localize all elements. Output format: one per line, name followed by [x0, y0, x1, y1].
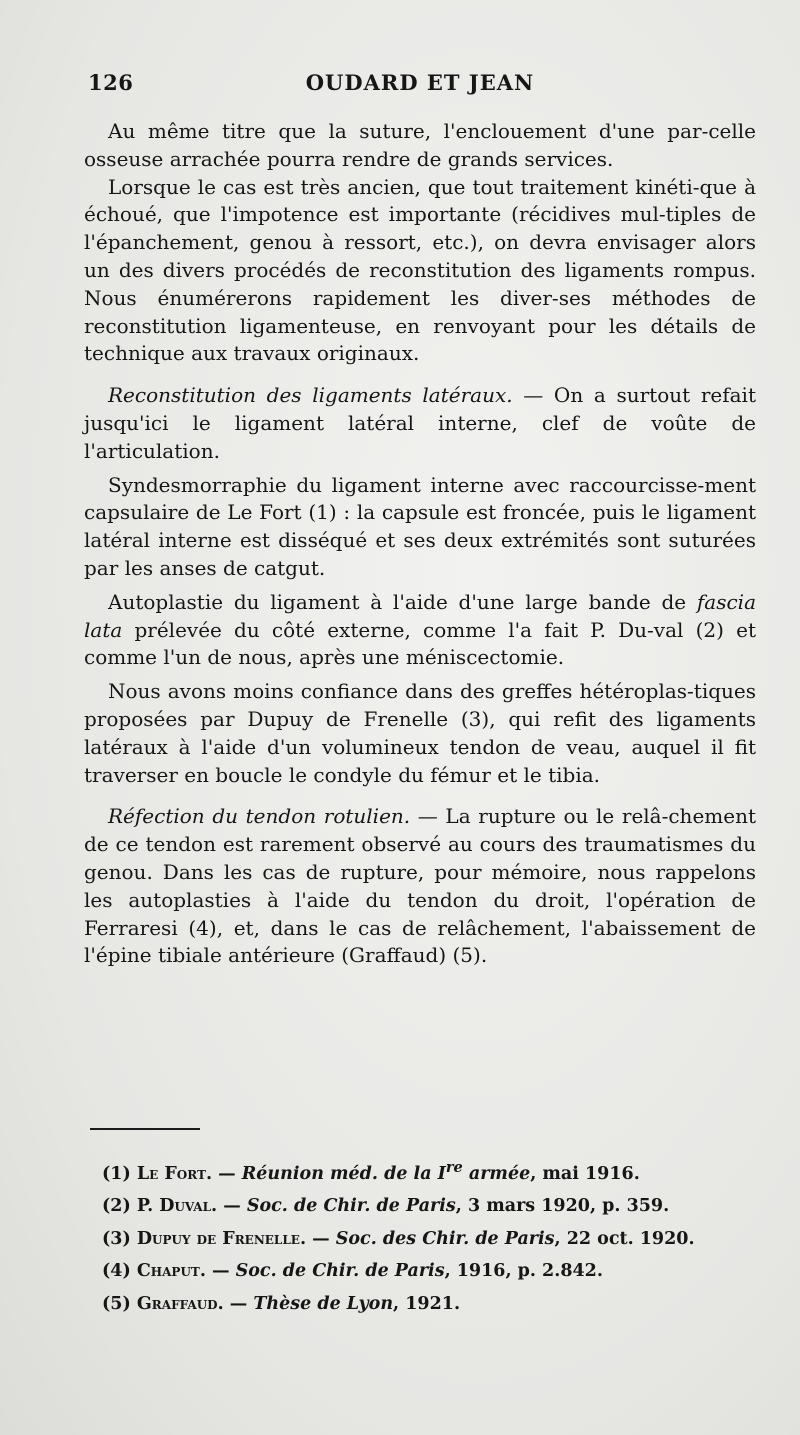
footnote-dash: —	[205, 1261, 236, 1282]
paragraph	[84, 589, 756, 672]
footnote-source: Soc. de Chir. de Paris	[235, 1261, 445, 1282]
footnote-source: Réunion méd. de la I	[241, 1163, 446, 1184]
book-page	[84, 62, 756, 1314]
footnote-number: (2)	[102, 1196, 131, 1217]
footnote-details: , mai 1916.	[530, 1163, 640, 1184]
footnote-number: (4)	[102, 1261, 131, 1282]
footnote-source: Soc. de Chir. de Paris	[246, 1196, 456, 1217]
footnote-dash: —	[217, 1196, 247, 1217]
footnote-details: , 3 mars 1920, p. 359.	[455, 1196, 670, 1217]
footnote-number: (3)	[102, 1228, 131, 1249]
paragraph	[84, 382, 756, 465]
section-heading: Reconstitution des ligaments latéraux.	[108, 383, 513, 408]
footnote-number: (5)	[102, 1293, 131, 1314]
footnote-dash: —	[212, 1163, 242, 1184]
section-heading: Réfection du tendon rotulien.	[108, 804, 411, 829]
paragraph-text: prélevée du côté externe, comme l'a fait P. Du-val (2) et comme l'un de nous, après une méniscectomie.	[84, 617, 756, 670]
footnote-author: P. Duval.	[136, 1196, 218, 1217]
footnote-details: , 1921.	[393, 1293, 461, 1314]
paragraph	[84, 803, 756, 970]
paragraph-text: — On a surtout refait jusqu'ici le ligament latéral interne, clef de voûte de l'articulation.	[84, 383, 756, 463]
paragraph: Syndesmorraphie du ligament interne avec raccourcisse-ment capsulaire de Le Fort (1) : la capsule est froncée, puis le ligament latéral interne est disséqué et ses deux extrémités sont suturées par les anses de catgut.	[84, 472, 756, 580]
footnote	[102, 1255, 752, 1288]
footnote-author: Graffaud.	[136, 1293, 224, 1314]
paragraph-text: — La rupture ou le relâ-chement de ce tendon est rarement observé au cours des traumatismes du genou. Dans les cas de rupture, pour mémoire, nous rappelons les autoplasties à l'aide du tendon du droit, l'opération de Ferraresi (4), et, dans le cas de relâchement, l'abaissement de l'épine tibiale antérieure (Graffaud) (5).	[84, 804, 756, 968]
footnote-source: Soc. des Chir. de Paris	[335, 1228, 555, 1249]
footnote	[102, 1152, 752, 1190]
footnote-source-end: armée	[462, 1163, 531, 1184]
paragraph: Au même titre que la suture, l'enclouement d'une par-celle osseuse arrachée pourra rendre de grands services.	[84, 119, 756, 171]
footnote-author: Le Fort.	[136, 1163, 213, 1184]
paragraph-text: Autoplastie du ligament à l'aide d'une large bande de	[108, 589, 697, 614]
footnote-details: , 22 oct. 1920.	[554, 1228, 695, 1249]
footnote-divider	[90, 1128, 200, 1130]
page-number: 126	[88, 70, 134, 95]
footnote-number: (1)	[102, 1163, 131, 1184]
running-head-title: OUDARD ET JEAN	[305, 70, 535, 95]
paragraph: Lorsque le cas est très ancien, que tout traitement kinéti-que à échoué, que l'impotence est importante (récidives mul-tiples de l'épanchement, genou à ressort, etc.), on devra envisager alors un des divers procédés de reconstitution des ligaments rompus. Nous énumérerons rapidement les diver-ses méthodes de reconstitution ligamenteuse, en renvoyant pour les détails de technique aux travaux originaux.	[84, 174, 756, 366]
footnote	[102, 1288, 752, 1321]
footnote-source: Thèse de Lyon	[253, 1293, 394, 1314]
footnote-superscript: re	[445, 1159, 463, 1176]
footnote-details: , 1916, p. 2.842.	[444, 1261, 603, 1282]
italic-term: fascia lata	[84, 589, 756, 642]
footnotes	[102, 1152, 752, 1320]
footnote	[102, 1190, 752, 1223]
footnote-dash: —	[306, 1228, 336, 1249]
footnote-dash: —	[223, 1293, 254, 1314]
running-head	[84, 62, 756, 98]
footnote-author: Chaput.	[136, 1261, 206, 1282]
paragraph: Nous avons moins confiance dans des greffes hétéroplas-tiques proposées par Dupuy de Frenelle (3), qui refit des ligaments latéraux à l'aide d'un volumineux tendon de veau, auquel il fit traverser en boucle le condyle du fémur et le tibia.	[84, 679, 756, 787]
footnote-author: Dupuy de Frenelle.	[136, 1228, 307, 1249]
body-text	[84, 118, 756, 970]
footnote	[102, 1223, 752, 1256]
